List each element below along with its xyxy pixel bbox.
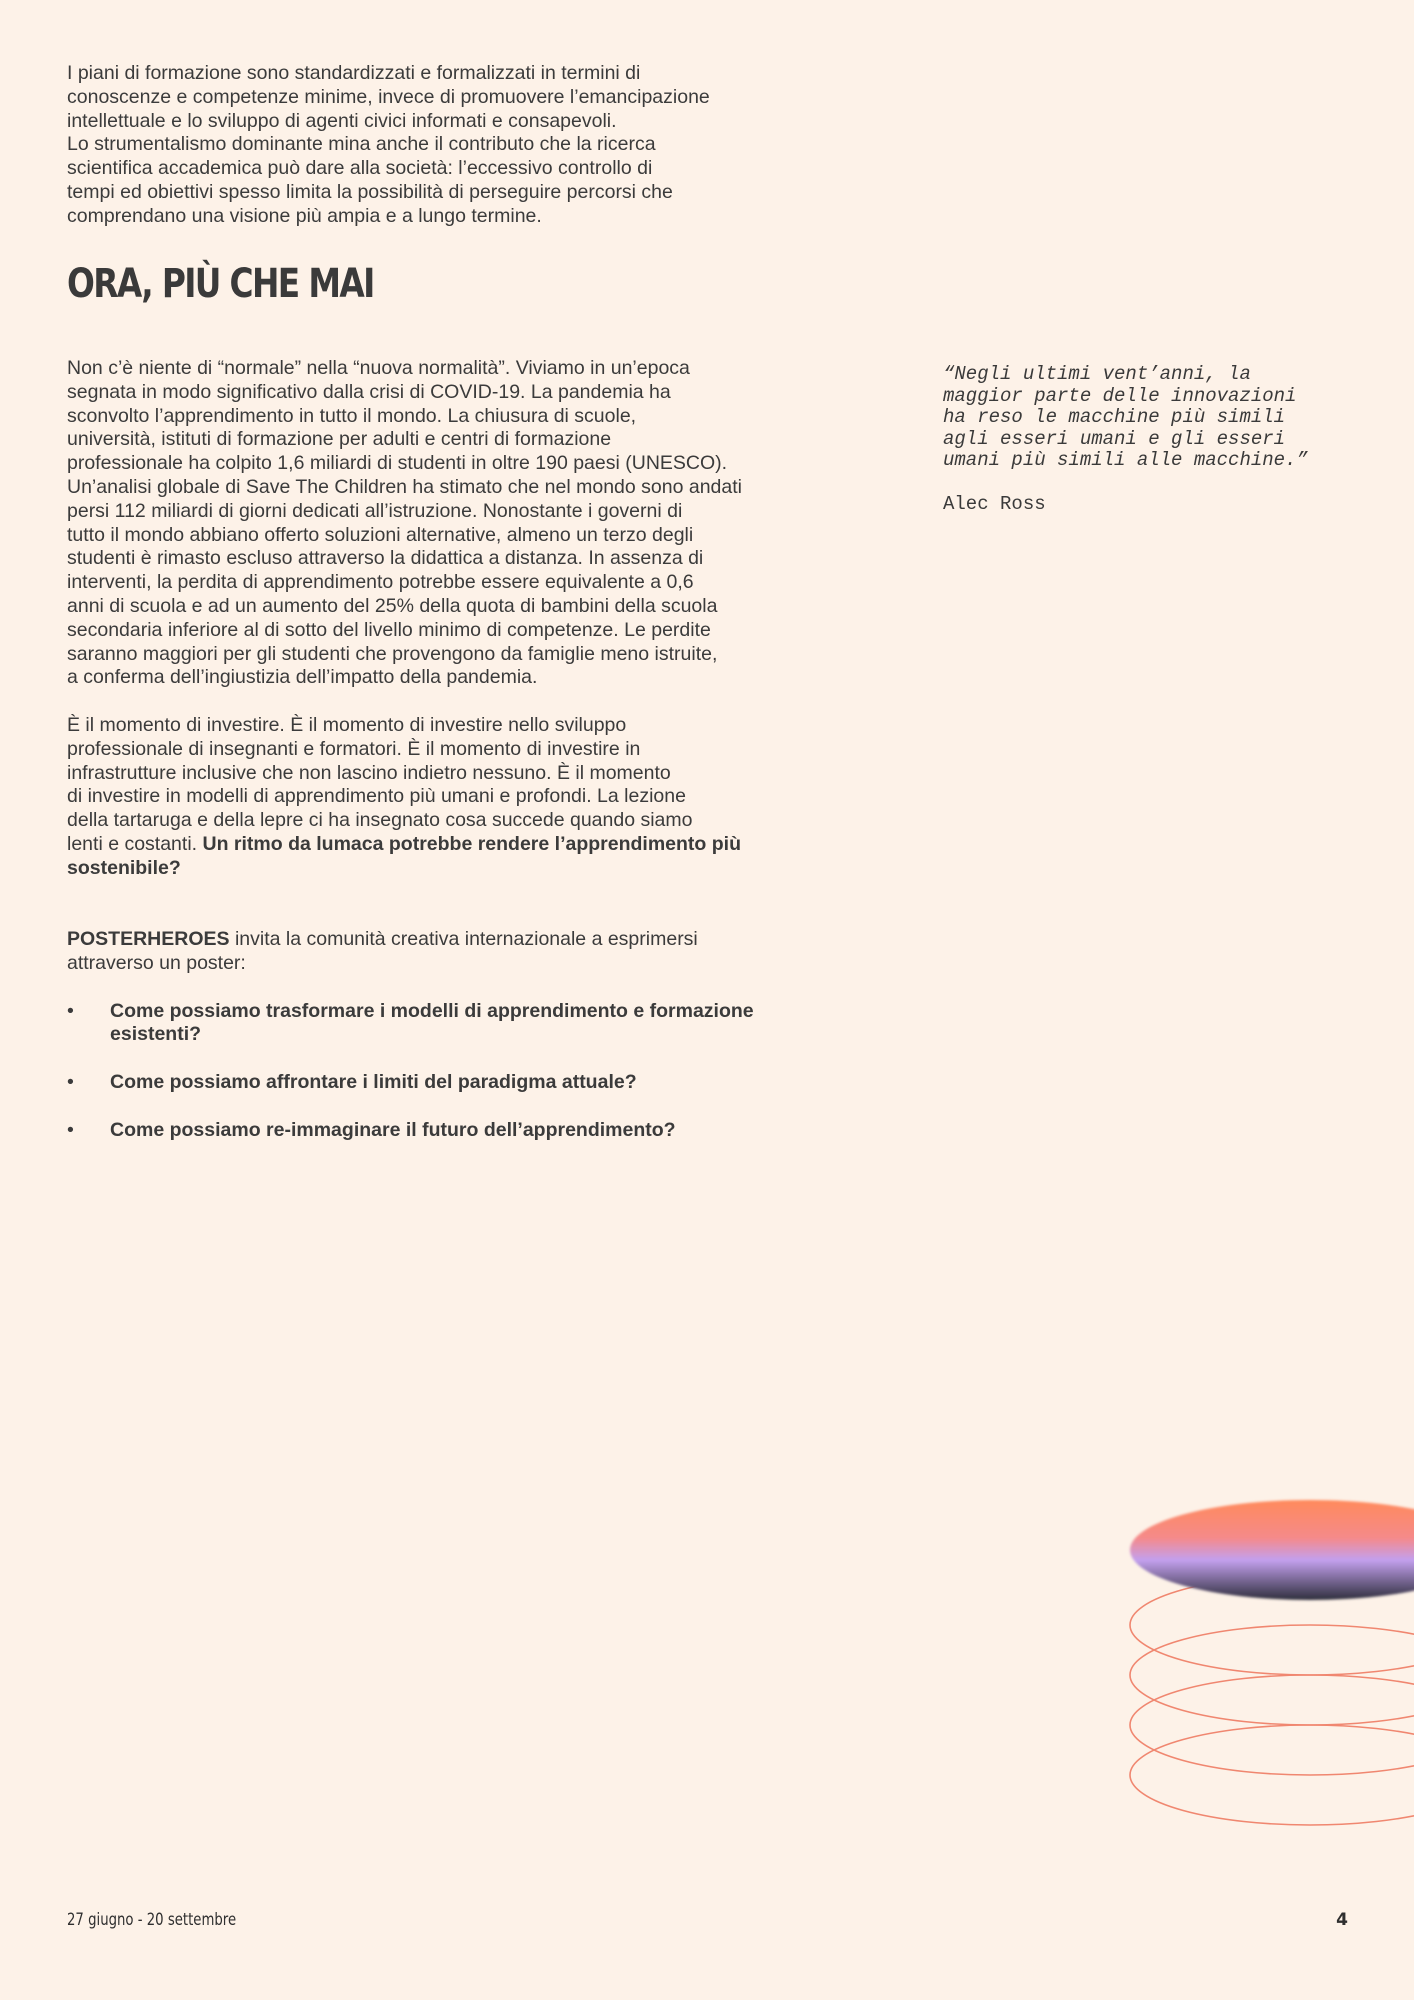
question-line: esistenti? <box>110 1023 202 1046</box>
paragraph-line: Un’analisi globale di Save The Children ha stimato che nel mondo sono andati <box>67 475 742 498</box>
bullet-icon: • <box>67 1118 74 1141</box>
paragraph-line: tutto il mondo abbiano offerto soluzioni alternative, almeno un terzo degli <box>67 523 694 546</box>
paragraph-line: Non c’è niente di “normale” nella “nuova normalità”. Viviamo in un’epoca <box>67 357 690 379</box>
paragraph-line: infrastrutture inclusive che non lascino indietro nessuno. È il momento <box>67 761 671 784</box>
question-line: Come possiamo trasformare i modelli di apprendimento e formazione <box>110 999 754 1022</box>
main-column <box>67 357 827 1166</box>
paragraph-line: anni di scuola e ad un aumento del 25% della quota di bambini della scuola <box>67 594 718 617</box>
paragraph-line: saranno maggiori per gli studenti che provengono da famiglie meno istruite, <box>67 642 718 665</box>
gradient-disc <box>1130 1500 1414 1600</box>
paragraph-line: professionale di insegnanti e formatori. È il momento di investire in <box>67 737 641 760</box>
bullet-icon: • <box>67 999 74 1022</box>
paragraph-line: È il momento di investire. È il momento di investire nello sviluppo <box>67 713 627 736</box>
question-line: Come possiamo re-immaginare il futuro dell’apprendimento? <box>110 1118 676 1141</box>
emphasis-text: sostenibile? <box>67 856 181 879</box>
invite-paragraph <box>67 928 827 976</box>
intro-line: Lo strumentalismo dominante mina anche il contributo che la ricerca <box>67 133 656 156</box>
quote-line: agli esseri umani e gli esseri <box>943 427 1286 450</box>
paragraph-covid <box>67 357 827 690</box>
quote-text <box>943 364 1363 472</box>
paragraph-line: professionale ha colpito 1,6 miliardi di studenti in oltre 190 paesi (UNESCO). <box>67 452 728 475</box>
intro-line: conoscenze e competenze minime, invece di promuovere l’emancipazione <box>67 85 710 108</box>
paragraph-line: a conferma dell’ingiustizia dell’impatto della pandemia. <box>67 666 538 689</box>
questions-list <box>67 1000 827 1143</box>
paragraph-line: della tartaruga e della lepre ci ha insegnato cosa succede quando siamo <box>67 809 693 832</box>
paragraph-line: attraverso un poster: <box>67 951 246 974</box>
list-item <box>67 1071 827 1095</box>
brand-name: POSTERHEROES <box>67 928 230 951</box>
paragraph-line: sconvolto l’apprendimento in tutto il mondo. La chiusura di scuole, <box>67 404 637 427</box>
bullet-icon: • <box>67 1070 74 1093</box>
intro-line: I piani di formazione sono standardizzati e formalizzati in termini di <box>67 62 641 84</box>
quote-line: maggior parte delle innovazioni <box>943 384 1297 407</box>
plain-text: invita la comunità creativa internazionale a esprimersi <box>229 928 698 951</box>
paragraph-line <box>67 833 827 857</box>
paragraph-line: università, istituti di formazione per adulti e centri di formazione <box>67 428 612 451</box>
footer-date: 27 giugno - 20 settembre <box>67 1910 237 1930</box>
plain-text: lenti e costanti. <box>67 832 203 855</box>
intro-line: tempi ed obiettivi spesso limita la possibilità di perseguire percorsi che <box>67 180 673 203</box>
quote-line: ha reso le macchine più simili <box>943 406 1286 429</box>
paragraph-line: studenti è rimasto escluso attraverso la didattica a distanza. In assenza di <box>67 547 704 570</box>
list-item <box>67 1000 827 1048</box>
paragraph-line: di investire in modelli di apprendimento più umani e profondi. La lezione <box>67 785 686 808</box>
paragraph-line: persi 112 miliardi di giorni dedicati all’istruzione. Nonostante i governi di <box>67 499 683 522</box>
quote-line: umani più simili alle macchine.” <box>943 449 1308 472</box>
paragraph-invest <box>67 714 827 881</box>
quote-author: Alec Ross <box>943 492 1046 515</box>
ring-shape <box>1130 1625 1414 1725</box>
decorative-rings-illustration <box>1080 1440 1414 1860</box>
intro-line: comprendano una visione più ampia e a lungo termine. <box>67 204 542 227</box>
paragraph-line <box>67 928 827 952</box>
intro-line: intellettuale e lo sviluppo di agenti civici informati e consapevoli. <box>67 109 617 132</box>
ring-shape <box>1130 1675 1414 1775</box>
page-number: 4 <box>1336 1910 1348 1930</box>
paragraph-line: segnata in modo significativo dalla crisi di COVID-19. La pandemia ha <box>67 380 671 403</box>
paragraph-line: interventi, la perdita di apprendimento potrebbe essere equivalente a 0,6 <box>67 571 694 594</box>
ring-shape <box>1130 1725 1414 1825</box>
pull-quote <box>943 364 1363 516</box>
emphasis-text: Un ritmo da lumaca potrebbe rendere l’apprendimento più <box>202 832 741 855</box>
intro-paragraph <box>67 62 827 229</box>
section-heading: ORA, PIÙ CHE MAI <box>67 261 374 307</box>
quote-line: “Negli ultimi vent’anni, la <box>943 363 1251 385</box>
paragraph-line: secondaria inferiore al di sotto del livello minimo di competenze. Le perdite <box>67 618 711 641</box>
question-line: Come possiamo affrontare i limiti del paradigma attuale? <box>110 1070 637 1093</box>
list-item <box>67 1119 827 1143</box>
intro-line: scientifica accademica può dare alla società: l’eccessivo controllo di <box>67 157 653 180</box>
